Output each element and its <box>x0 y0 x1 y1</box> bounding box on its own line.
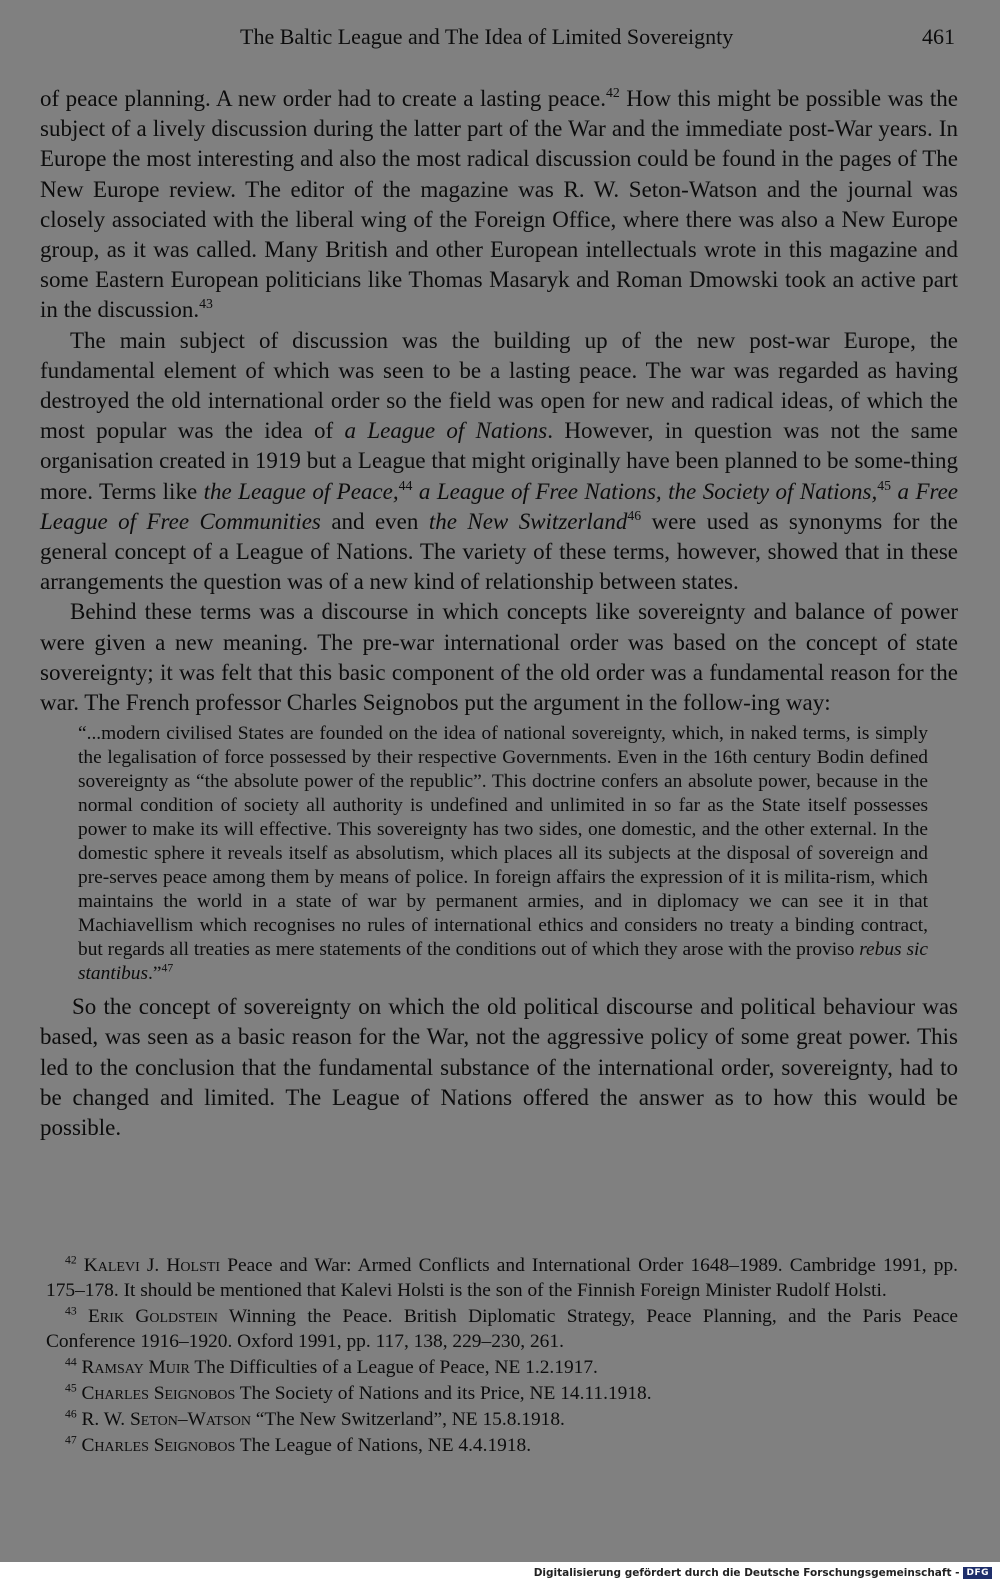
footnote-ref: 43 <box>199 296 213 312</box>
italic-term: the League of Peace, <box>203 478 399 504</box>
footnote-ref: 45 <box>877 477 892 493</box>
text-run: How this might be possible was the subject of a lively discussion during the latter part of the War and the immediate post-War years. In Europe the most interesting and also the most radical discussion could be found in the pages of The New Europe review. The editor of the magazine was R. W. Seton-Watson and the journal was closely associated with the liberal wing of the Foreign Office, where there was also a New Europe group, as it was called. Many British and other European intellectuals wrote in this magazine and some Eastern European politicians like Thomas Masaryk and Roman Dmowski took an active part in the discussion. <box>40 86 958 323</box>
footnote-author: Kalevi J. Holsti <box>83 1255 221 1276</box>
footnote <box>46 1381 958 1406</box>
italic-term: a League of Nations <box>344 418 548 444</box>
footnote-ref: 42 <box>605 85 620 101</box>
footnotes <box>46 1253 958 1459</box>
paragraph <box>40 597 958 718</box>
footnote-ref: 44 <box>398 477 413 493</box>
paragraph <box>40 992 958 1143</box>
quote-end: .” <box>148 963 162 985</box>
footnote-author: Erik Goldstein <box>88 1306 218 1327</box>
funding-notice <box>534 1567 992 1579</box>
footnote-number: 43 <box>65 1304 77 1318</box>
text-run: and even <box>320 508 429 534</box>
italic-term: rebus sic stantibus <box>78 939 928 985</box>
footnote-number: 44 <box>65 1355 77 1369</box>
footnote-number: 47 <box>65 1433 77 1447</box>
text-run: of peace planning. A new order had to create a lasting peace. <box>40 86 606 111</box>
running-title: The Baltic League and The Idea of Limited Sovereignty <box>240 24 734 49</box>
page-number: 461 <box>922 24 955 49</box>
paragraph <box>40 326 958 598</box>
footnote <box>46 1433 958 1458</box>
footnote-text: “The New Switzerland”, NE 15.8.1918. <box>250 1409 565 1430</box>
footnote-author: R. W. Seton–Watson <box>81 1409 251 1430</box>
footnote <box>46 1253 958 1303</box>
footnote <box>46 1355 958 1380</box>
footnote-number: 45 <box>65 1381 77 1395</box>
italic-term: the New Switzerland <box>428 508 628 534</box>
footnote-number: 46 <box>65 1407 77 1421</box>
block-quote <box>78 722 928 986</box>
footnote-text: The League of Nations, NE 4.4.1918. <box>235 1435 532 1456</box>
main-text <box>40 84 958 1143</box>
footnote-text: The Society of Nations and its Price, NE 14.11.1918. <box>235 1383 652 1404</box>
text-run: were used as synonyms for the general concept of a League of Nations. The variety of these terms, however, showed that in these arrangements the question was of a new kind of relationship between states. <box>40 508 958 595</box>
footnote-ref: 47 <box>161 961 174 975</box>
footnote-ref: 46 <box>627 507 642 523</box>
footnote-text: Winning the Peace. British Diplomatic Strategy, Peace Planning, and the Paris Peace Conference 1916–1920. Oxford 1991, pp. 117, 138, 229–230, 261. <box>46 1306 958 1352</box>
text-run: So the concept of sovereignty on which the old political discourse and political behaviour was based, was seen as a basic reason for the War, not the aggressive policy of some great power. This led to the conclusion that the fundamental substance of the international order, sovereignty, had to be changed and limited. The League of Nations offered the answer as to how this would be possible. <box>40 994 958 1141</box>
funding-text: Digitalisierung gefördert durch die Deutsche Forschungsgemeinschaft - <box>533 1567 960 1579</box>
footnote-number: 42 <box>65 1253 77 1267</box>
text-run: The main subject of discussion was the building up of the new post-war Europe, the fundamental element of which was seen to be a lasting peace. The war was regarded as having destroyed the old international order so the field was open for new and radical ideas, of which the most popular was the idea of <box>40 327 958 444</box>
dfg-logo-icon: DFG <box>963 1567 992 1579</box>
paragraph <box>40 84 958 326</box>
quote-text: “...modern civilised States are founded on the idea of national sovereignty, which, in naked terms, is simply the legalisation of force possessed by their respective Governments. Even in the 16th century Bodin defined sovereignty as “the absolute power of the republic”. This doctrine confers an absolute power, because in the normal condition of society all authority is undefined and unlimited in so far as the State itself possesses power to make its will effective. This sovereignty has two sides, one domestic, and the other external. In the domestic sphere it reveals itself as absolutism, which places all its subjects at the disposal of sovereign and pre-serves peace among them by means of police. In foreign affairs the expression of it is milita-rism, which maintains the world in a state of war by permanent armies, and in diplomacy we can see it in that Machiavellism which recognises no rules of international ethics and considers no treaty a binding contract, but regards all treaties as mere statements of the conditions out of which they arose with the proviso <box>78 723 928 961</box>
footnote-text: Peace and War: Armed Conflicts and International Order 1648–1989. Cambridge 1991, pp. 175–178. It should be mentioned that Kalevi Holsti is the son of the Finnish Foreign Minister Rudolf Holsti. <box>46 1255 958 1301</box>
footnote-text: The Difficulties of a League of Peace, NE 1.2.1917. <box>189 1357 598 1378</box>
footnote-author: Ramsay Muir <box>81 1357 190 1378</box>
text-run: . However, in question was not the same organisation created in 1919 but a League that might originally have been planned to be some-thing more. Terms like <box>40 418 959 504</box>
footnote-author: Charles Seignobos <box>81 1383 236 1404</box>
italic-term: a League of Free Nations, the Society of Nations, <box>418 478 878 504</box>
italic-term: a Free League of Free Communities <box>40 478 959 534</box>
footnote-author: Charles Seignobos <box>81 1435 236 1456</box>
footnote <box>46 1407 958 1432</box>
text-run: Behind these terms was a discourse in which concepts like sovereignty and balance of power were given a new meaning. The pre-war international order was based on the concept of state sovereignty; it was felt that this basic component of the old order was a fundamental reason for the war. The French professor Charles Seignobos put the argument in the follow-ing way: <box>40 599 958 716</box>
footnote <box>46 1304 958 1354</box>
running-header <box>40 24 955 54</box>
